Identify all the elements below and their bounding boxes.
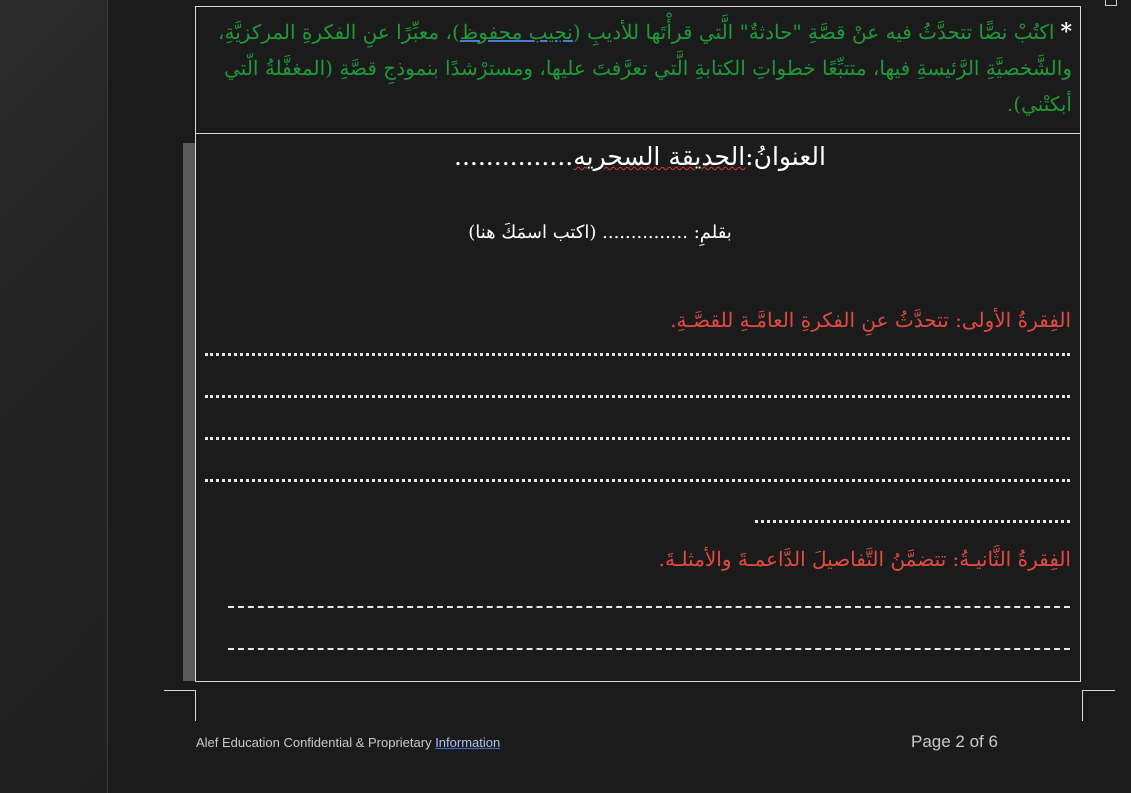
author-byline[interactable]: بقلمِ: ............... (اكتب اسمَكَ هنا) [468,222,732,243]
page-number: Page 2 of 6 [911,732,998,751]
writing-line[interactable] [205,395,1070,398]
title-label: العنوانُ: [745,142,826,171]
left-sidebar-panel [0,0,108,793]
page-corner-icon [1105,0,1117,6]
writing-line[interactable] [228,648,1070,650]
table-selection-bar[interactable] [183,143,195,681]
instruction-marker: * [1060,19,1072,45]
writing-line[interactable] [205,353,1070,356]
footer-link[interactable]: Information [435,735,501,750]
writing-line[interactable] [228,606,1070,608]
footer-confidential [196,735,500,750]
writing-line[interactable] [755,520,1070,523]
instruction-text-part2: )، معبِّرًا عنِ الفكرةِ المركزيَّةِ، والشَّخصيَّةِ الرَّئيسةِ فيها، متتبِّعًا خطواتِ الكتابةِ الَّتي تعرَّفتَ عليها، ومسترْشدًا بنموذجِ قصَّةِ (المغفَّلةُ الّتي أبكتْني). [218,20,1072,116]
author-name: نجيب محفوظ [459,20,573,44]
instruction-text-part1: اكتُبْ نصًّا تتحدَّثُ فيه عنْ قصَّةِ "حادثةٌ" الَّتي قرأْتَها للأديبِ ( [572,20,1055,44]
title-dots: ............... [454,142,574,171]
footer-text: Alef Education Confidential & Proprietary [196,735,436,750]
crop-mark-right [1082,690,1115,721]
story-title[interactable] [430,142,850,171]
task-instruction [210,14,1072,122]
writing-line[interactable] [205,437,1070,440]
crop-mark-left [164,690,196,721]
title-value[interactable]: الحديقة السحريه [573,142,746,171]
table-row-divider [195,133,1081,134]
paragraph1-heading: الفِقرةُ الأولى: تتحدَّثُ عنِ الفكرةِ العامَّـةِ للقصَّـةِ. [670,308,1071,332]
writing-line[interactable] [205,479,1070,482]
paragraph2-heading: الفِقرةُ الثَّانيـةُ: تتضمَّنُ التَّفاصيلَ الدَّاعمـةَ والأمثلـةَ. [658,547,1071,571]
